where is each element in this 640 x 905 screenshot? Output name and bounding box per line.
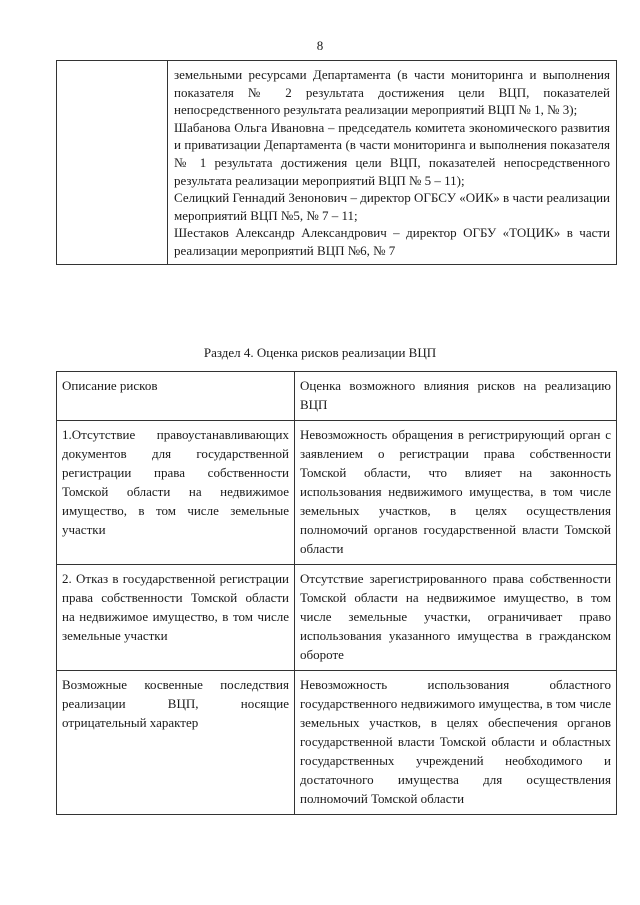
table-row (57, 671, 617, 815)
risk-description: 2. Отказ в государственной регистрации права собственности Томской области на недвижимое имущество, в том числе земельные участки (57, 565, 295, 671)
section-title: Раздел 4. Оценка рисков реализации ВЦП (203, 345, 437, 360)
header-risk-description: Описание рисков (57, 372, 295, 421)
risk-description: Возможные косвенные последствия реализации ВЦП, носящие отрицательный характер (57, 671, 295, 815)
table-row (57, 565, 617, 671)
responsibles-table (56, 60, 617, 265)
responsible-entry: земельными ресурсами Департамента (в части мониторинга и выполнения показателя № 2 результата достижения цели ВЦП, показателей непосредственного результата реализации мероприятий ВЦП № 1, № 3); (174, 67, 610, 118)
responsible-entry: Шестаков Александр Александрович – директор ОГБУ «ТОЦИК» в части реализации мероприятий ВЦП №6, № 7 (174, 225, 610, 258)
table-row (57, 61, 617, 265)
page-number: 8 (316, 38, 324, 53)
header-risk-impact: Оценка возможного влияния рисков на реализацию ВЦП (295, 372, 617, 421)
risk-impact: Невозможность обращения в регистрирующий орган с заявлением о регистрации права собственности Томской области, что влияет на законность использования недвижимого имущества, в том числе земельных участков, в целях осуществления полномочий органов государственной власти Томской области (295, 421, 617, 565)
table-row (57, 421, 617, 565)
responsible-entry: Селицкий Геннадий Зенонович – директор ОГБСУ «ОИК» в части реализации мероприятий ВЦП №5, № 7 – 11; (174, 190, 610, 223)
risk-impact: Невозможность использования областного государственного недвижимого имущества, в том числе земельных участков, в целях обеспечения органов государственной власти Томской области и областных государственных учреждений необходимого и достаточного имущества для осуществления полномочий Томской области (295, 671, 617, 815)
responsibles-cell (168, 61, 617, 265)
risk-description: 1.Отсутствие правоустанавливающих документов для государственной регистрации права собственности Томской области на недвижимое имущество, в том числе земельные участки (57, 421, 295, 565)
responsible-entry: Шабанова Ольга Ивановна – председатель комитета экономического развития и приватизации Департамента (в части мониторинга и выполнения показателя № 1 результата достижения цели ВЦП, показателей непосредственного результата реализации мероприятий ВЦП № 5 – 11); (174, 119, 610, 188)
risk-table (56, 371, 617, 815)
risk-impact: Отсутствие зарегистрированного права собственности Томской области на недвижимое имущество, в том числе земельные участки, ограничивает право использования указанного имущества в гражданском обороте (295, 565, 617, 671)
empty-cell (57, 61, 168, 265)
table-header-row (57, 372, 617, 421)
